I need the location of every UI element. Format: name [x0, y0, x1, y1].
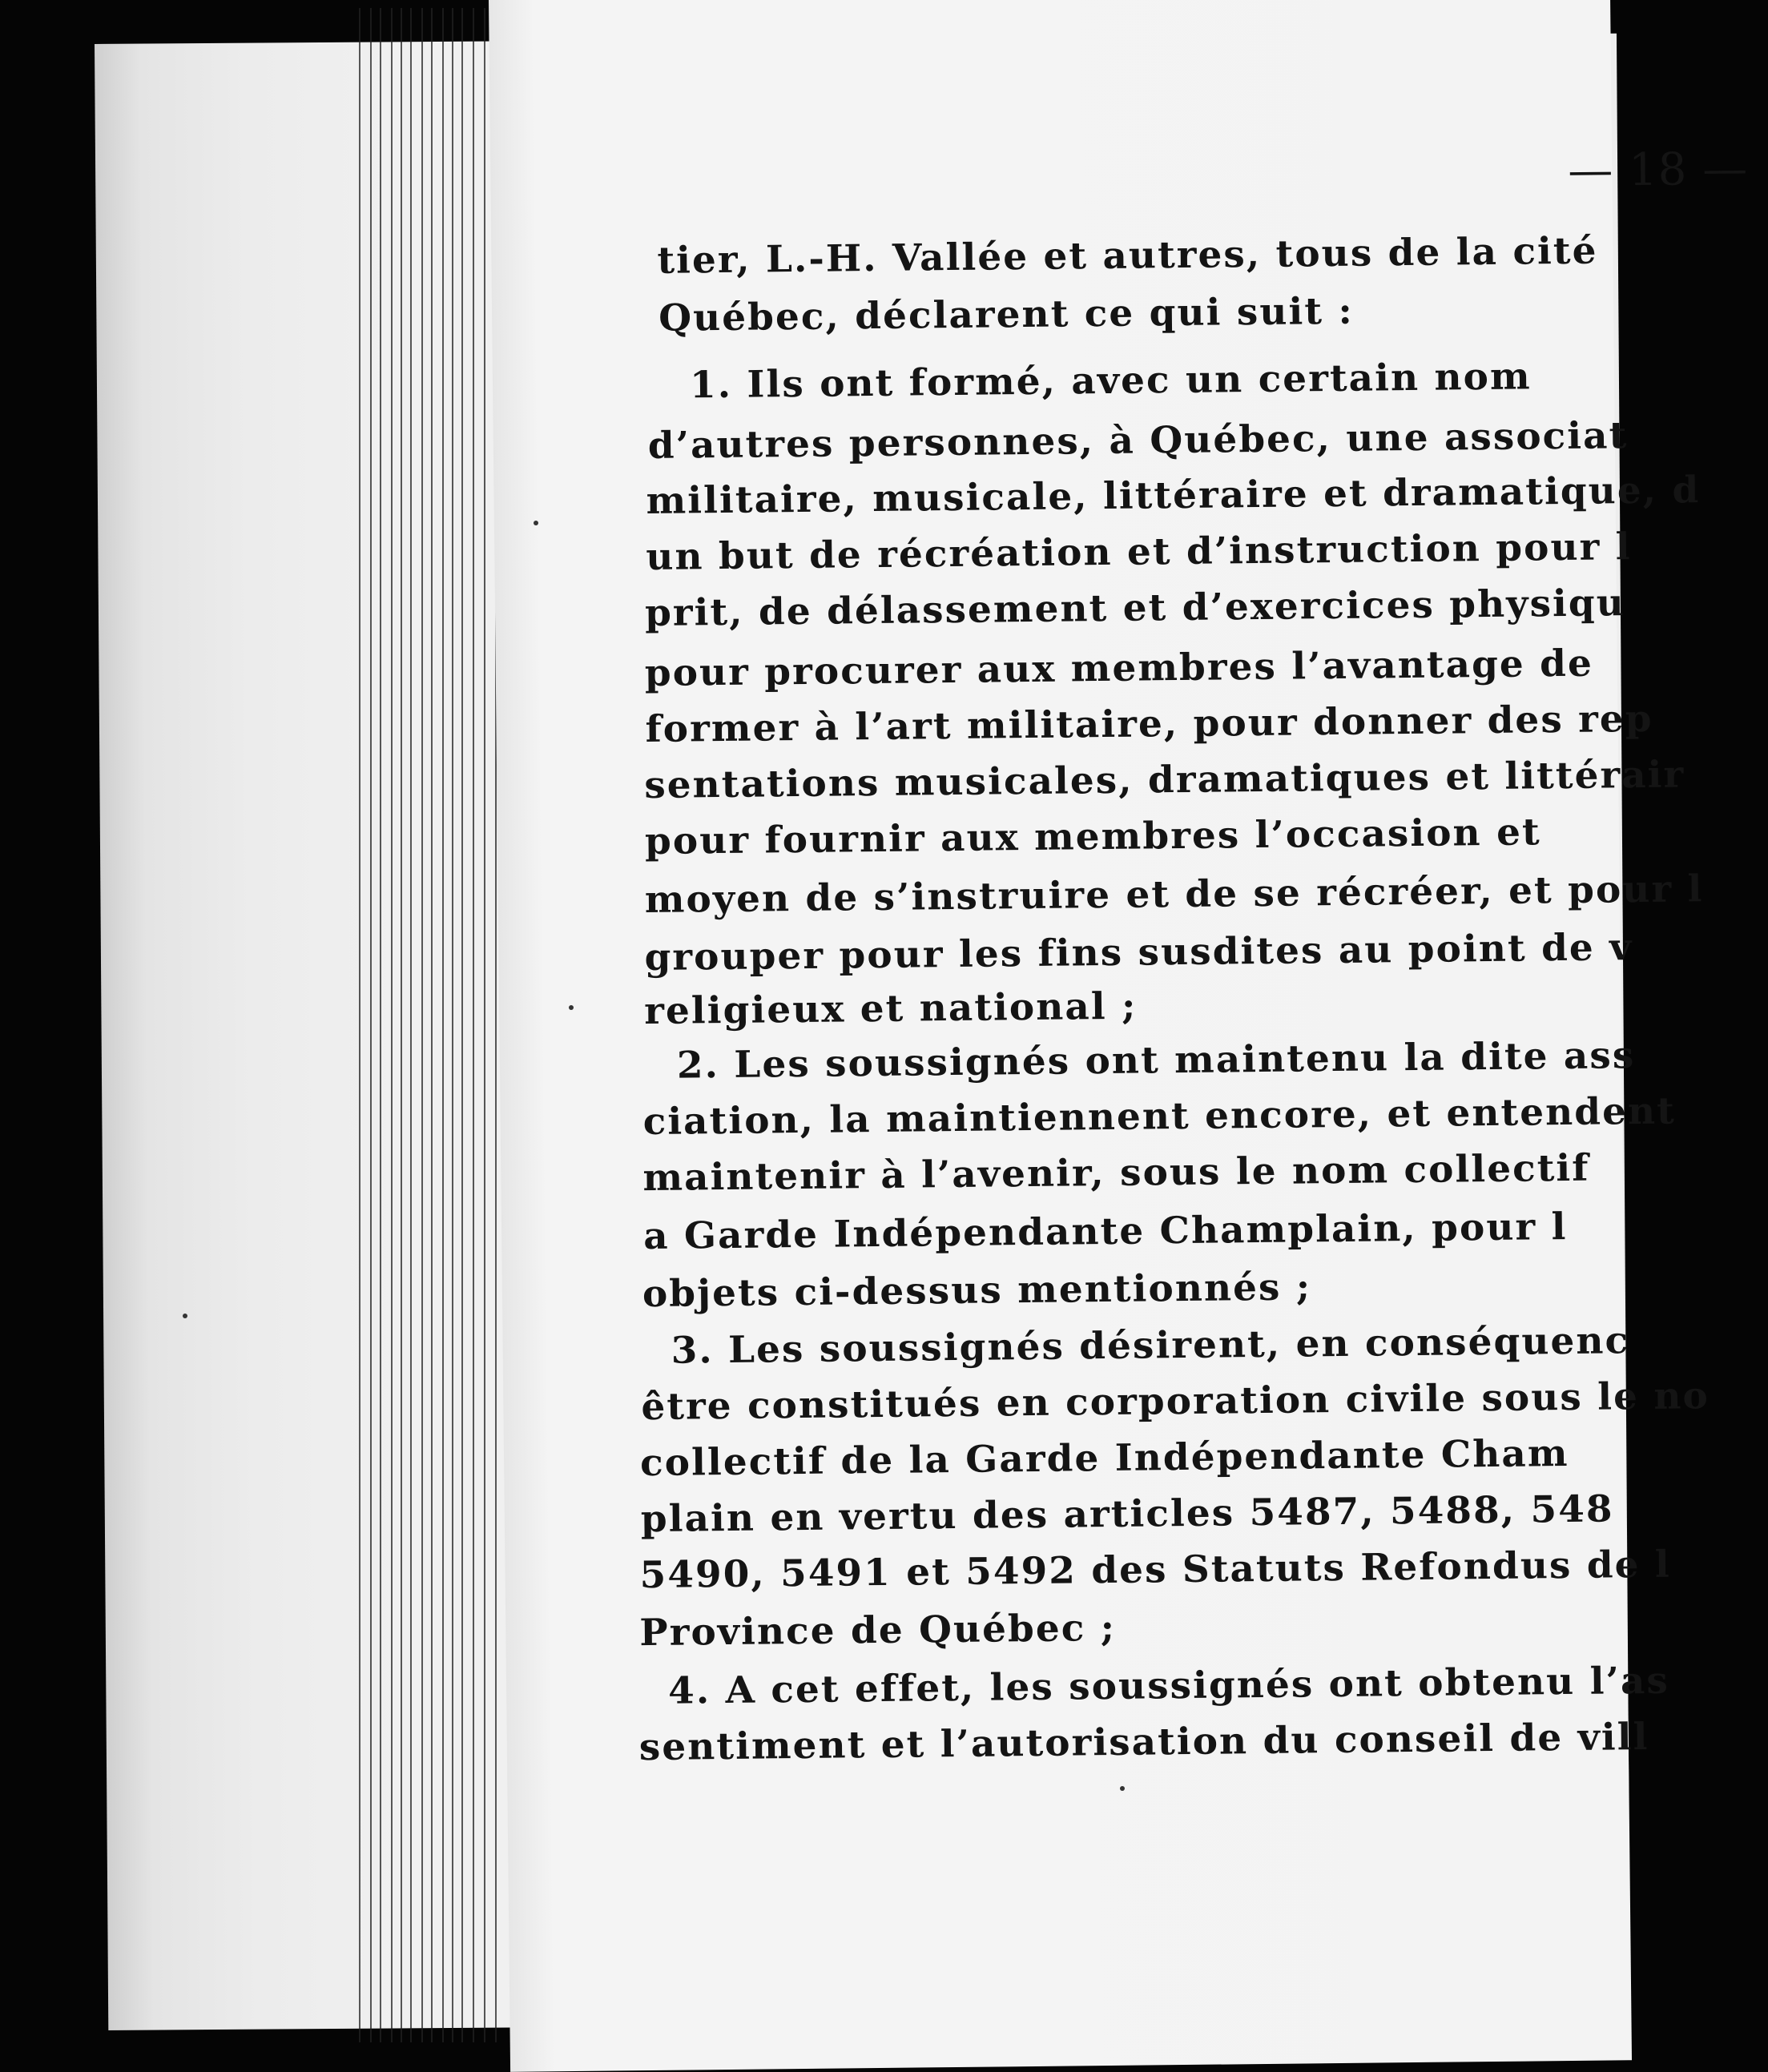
text-line: Québec, déclarent ce qui suit :: [658, 288, 1355, 340]
text-line: a Garde Indépendante Champlain, pour l: [642, 1204, 1568, 1258]
text-line: être constitués en corporation civile sous le no: [641, 1374, 1710, 1429]
scan-speck: [183, 1314, 187, 1318]
scan-speck: [569, 1005, 574, 1010]
text-line: prit, de délassement et d’exercices physiqu: [644, 581, 1626, 634]
text-line: collectif de la Garde Indépendante Cham: [639, 1430, 1569, 1485]
text-line: 1. Ils ont formé, avec un certain nom: [689, 354, 1532, 407]
text-line: maintenir à l’avenir, sous le nom collectif: [642, 1145, 1590, 1200]
text-line: 4. A cet effet, les soussignés ont obtenu l’as: [667, 1658, 1670, 1712]
page-edges: [352, 8, 505, 2042]
text-line: un but de récréation et d’instruction pour l: [646, 525, 1632, 578]
text-line: religieux et national ;: [643, 984, 1138, 1033]
text-line: pour fournir aux membres l’occasion et: [644, 810, 1541, 863]
text-line: 2. Les soussignés ont maintenu la dite ass: [676, 1033, 1636, 1087]
text-line: moyen de s’instruire et de se récréer, et pour l: [644, 867, 1704, 922]
page-number: — 18 —: [1567, 143, 1749, 197]
text-line: sentiment et l’autorisation du conseil de vill: [638, 1714, 1649, 1769]
scan-speck: [1120, 1786, 1125, 1791]
text-line: 3. Les soussignés désirent, en conséquenc: [671, 1318, 1630, 1372]
text-line: ciation, la maintiennent encore, et entendent: [642, 1088, 1677, 1144]
text-line: former à l’art militaire, pour donner des rep: [645, 696, 1653, 751]
document-page: [489, 0, 1749, 2072]
text-line: objets ci-dessus mentionnés ;: [642, 1265, 1312, 1316]
text-line: d’autres personnes, à Québec, une associat: [647, 413, 1629, 467]
text-line: pour procurer aux membres l’avantage de: [644, 641, 1594, 695]
text-line: sentations musicales, dramatiques et littérair: [643, 752, 1685, 807]
text-line: grouper pour les fins susdites au point de v: [644, 925, 1633, 980]
text-line: tier, L.-H. Vallée et autres, tous de la cité: [657, 228, 1598, 282]
scan-speck: [534, 521, 538, 525]
text-line: Province de Québec ;: [639, 1605, 1117, 1655]
text-line: militaire, musicale, littéraire et dramatique, d: [646, 468, 1701, 522]
text-line: 5490, 5491 et 5492 des Statuts Refondus de l: [639, 1542, 1672, 1597]
text-line: plain en vertu des articles 5487, 5488, 548: [640, 1487, 1614, 1541]
